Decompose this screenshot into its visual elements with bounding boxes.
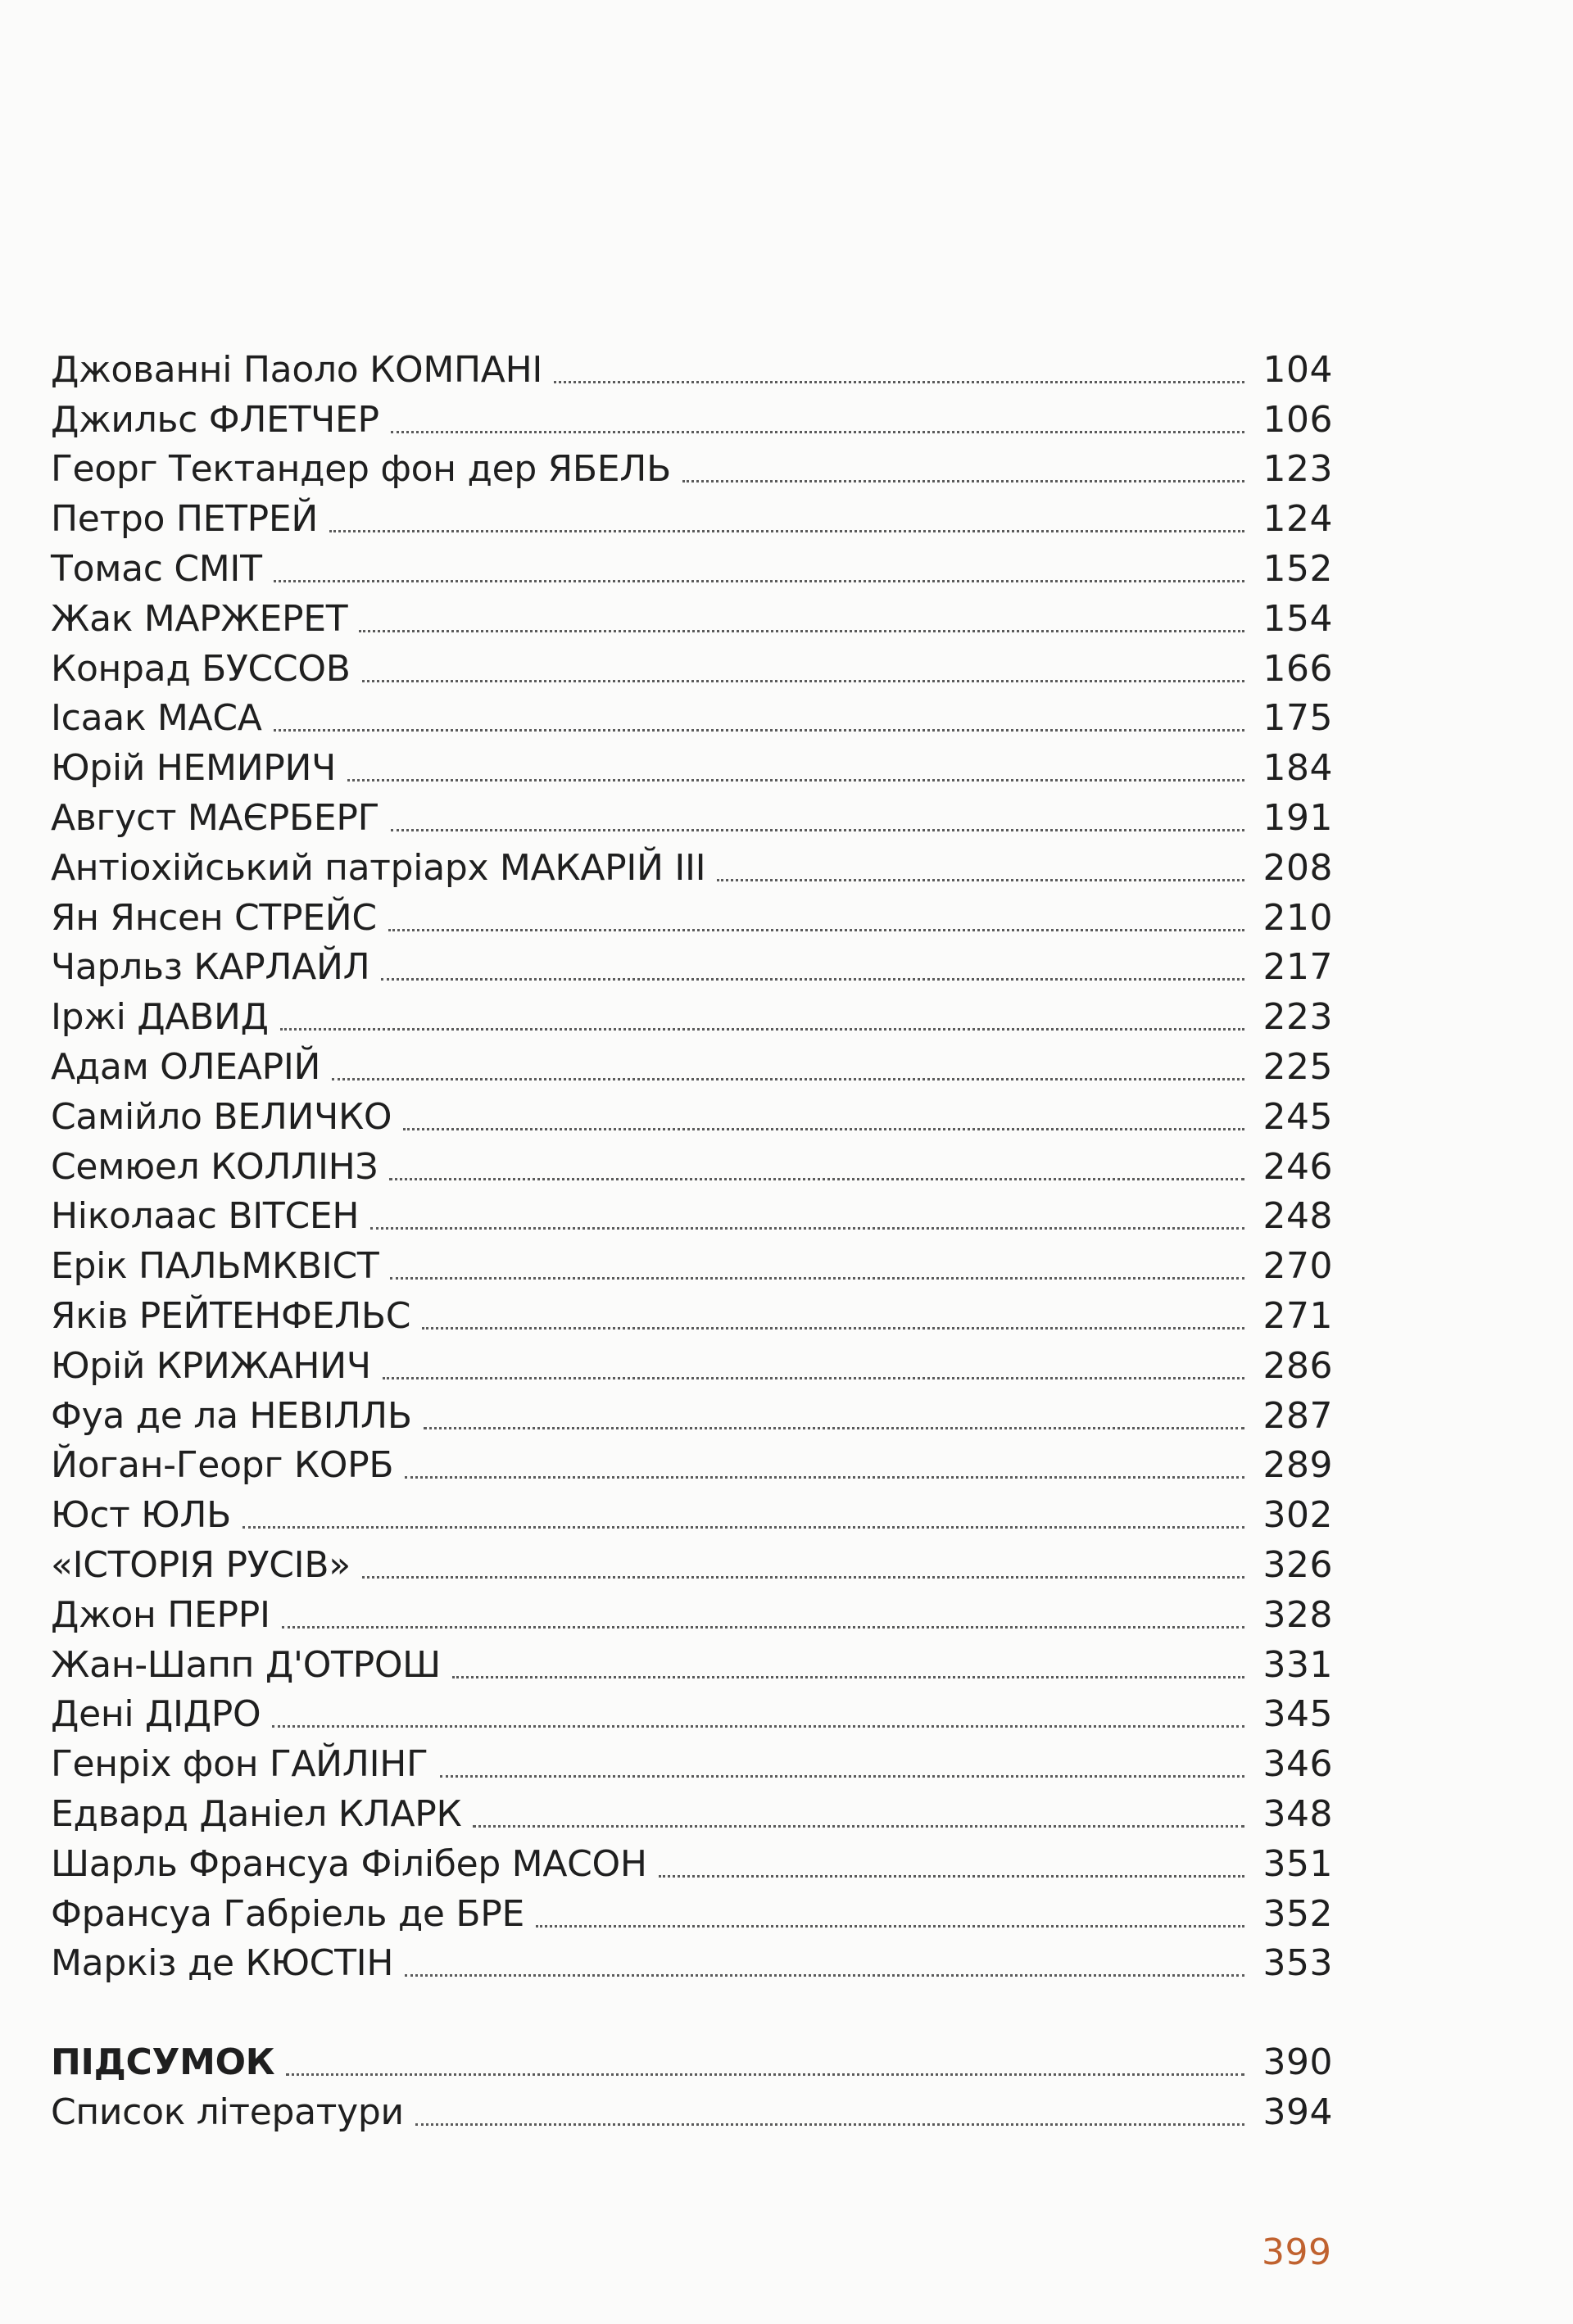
toc-entry-page: 302 [1262,1494,1333,1537]
toc-entry-bibliography[interactable] [51,2081,1333,2131]
dot-leader [390,1276,1244,1280]
toc-entry-page: 331 [1262,1643,1333,1686]
toc-entry-title: Юст ЮЛЬ [51,1494,231,1537]
dot-leader [391,828,1244,831]
toc-entry-title: ПІДСУМОК [51,2041,275,2084]
toc-entry[interactable] [51,637,1333,690]
toc-entry[interactable] [51,1384,1333,1437]
toc-entry-page: 289 [1262,1444,1333,1487]
toc-entry-page: 245 [1262,1095,1333,1138]
toc-entry-page: 345 [1262,1693,1333,1736]
dot-leader [362,679,1244,682]
toc-entry-title: Яків РЕЙТЕНФЕЛЬС [51,1294,411,1337]
toc-entry-title: Жан-Шапп Д'ОТРОШ [51,1643,441,1686]
toc-entry[interactable] [51,1683,1333,1736]
toc-entry[interactable] [51,1832,1333,1885]
toc-entry-page: 348 [1262,1792,1333,1835]
dot-leader [554,380,1244,383]
dot-leader [422,1326,1244,1330]
toc-entry[interactable] [51,687,1333,740]
toc-entry-title: Георг Тектандер фон дер ЯБЕЛЬ [51,448,671,491]
toc-entry-title: Джованні Паоло КОМПАНІ [51,348,543,391]
dot-leader [274,728,1244,732]
toc-entries [51,338,1333,1985]
toc-entry-page: 271 [1262,1294,1333,1337]
toc-entry-page: 352 [1262,1892,1333,1935]
dot-leader [415,2122,1244,2126]
toc-entry-title: Жак МАРЖЕРЕТ [51,597,348,640]
toc-entry-title: «ІСТОРІЯ РУСІВ» [51,1543,351,1586]
toc-entry-page: 353 [1262,1942,1333,1985]
toc-entry-title: Генріх фон ГАЙЛІНГ [51,1743,428,1786]
dot-leader [280,1027,1244,1031]
toc-entry-title: Джильс ФЛЕТЧЕР [51,398,379,441]
toc-entry-title: Антіохійський патріарх МАКАРІЙ ІІІ [51,846,706,889]
toc-entry[interactable] [51,1733,1333,1786]
toc-entry-page: 123 [1262,448,1333,491]
toc-entry-page: 106 [1262,398,1333,441]
toc-entry-page: 152 [1262,547,1333,590]
toc-entry-page: 390 [1262,2041,1333,2084]
toc-entry-title: Юрій НЕМИРИЧ [51,747,337,790]
dot-leader [405,1973,1244,1977]
toc-entry[interactable] [51,587,1333,640]
toc-entry-page: 286 [1262,1344,1333,1387]
dot-leader [717,878,1244,881]
toc-entry[interactable] [51,1135,1333,1188]
toc-entry-title: Юрій КРИЖАНИЧ [51,1344,371,1387]
dot-leader [403,1127,1244,1130]
dot-leader [347,778,1244,781]
toc-entry-page: 328 [1262,1593,1333,1636]
dot-leader [440,1774,1244,1778]
toc-entry[interactable] [51,1085,1333,1138]
toc-entry-title: Петро ПЕТРЕЙ [51,498,319,541]
toc-entry-title: Едвард Даніел КЛАРК [51,1792,462,1835]
page-number: 399 [1262,2231,1332,2273]
dot-leader [282,1625,1244,1629]
toc-entry[interactable] [51,836,1333,889]
dot-leader [370,1226,1244,1230]
dot-leader [383,1376,1244,1379]
dot-leader [682,479,1244,482]
toc-entry-page: 191 [1262,796,1333,839]
toc-entry-page: 246 [1262,1145,1333,1188]
toc-entry-title: Ерік ПАЛЬМКВІСТ [51,1245,379,1288]
dot-leader [332,1077,1244,1080]
toc-entry-page: 248 [1262,1195,1333,1238]
toc-entry[interactable] [51,388,1333,441]
toc-entry[interactable] [51,1234,1333,1288]
toc-entry-page: 208 [1262,846,1333,889]
toc-entry-title: Дені ДІДРО [51,1693,261,1736]
toc-entry-page: 351 [1262,1842,1333,1885]
toc-entry-page: 166 [1262,647,1333,690]
toc-entry[interactable] [51,936,1333,989]
dot-leader [388,928,1244,931]
toc-entry-title: Ісаак МАСА [51,697,262,740]
toc-entry[interactable] [51,736,1333,790]
toc-entry-page: 124 [1262,498,1333,541]
dot-leader [381,977,1244,981]
toc-entry[interactable] [51,1484,1333,1537]
dot-leader [391,430,1244,433]
toc-entry[interactable] [51,1284,1333,1337]
toc-entry[interactable] [51,537,1333,590]
dot-leader [389,1177,1244,1180]
toc-entry-title: Самійло ВЕЛИЧКО [51,1095,392,1138]
dot-leader [272,1724,1244,1728]
toc-entry-page: 210 [1262,896,1333,939]
toc-entry[interactable] [51,786,1333,839]
toc-entry[interactable] [51,1334,1333,1387]
toc-entry-title: Іржі ДАВИД [51,996,269,1039]
toc-entry-page: 270 [1262,1245,1333,1288]
toc-entry-page: 184 [1262,747,1333,790]
toc-entry[interactable] [51,1185,1333,1238]
toc-entry-page: 175 [1262,697,1333,740]
toc-entry[interactable] [51,1583,1333,1636]
toc-entry-summary[interactable] [51,2031,1333,2084]
toc-entry[interactable] [51,1434,1333,1487]
toc-entry[interactable] [51,1932,1333,1985]
toc-entry[interactable] [51,1783,1333,1835]
dot-leader [659,1874,1244,1878]
toc-entry-page: 225 [1262,1045,1333,1088]
toc-entry-title: Чарльз КАРЛАЙЛ [51,946,370,989]
toc-entry[interactable] [51,1035,1333,1088]
toc-entry-title: Шарль Франсуа Філібер МАСОН [51,1842,647,1885]
toc-entry-page: 394 [1262,2091,1333,2133]
toc-entry[interactable] [51,338,1333,391]
toc-entry[interactable] [51,886,1333,939]
toc-entry-page: 346 [1262,1743,1333,1786]
toc-entry-title: Йоган-Георг КОРБ [51,1444,394,1487]
dot-leader [359,629,1244,632]
toc-entry-title: Томас СМІТ [51,547,262,590]
toc-entry-page: 217 [1262,946,1333,989]
dot-leader [362,1575,1244,1579]
toc-entry[interactable] [51,985,1333,1039]
toc-entry-page: 154 [1262,597,1333,640]
table-of-contents [51,338,1333,2131]
dot-leader [536,1924,1244,1928]
toc-gap [51,1982,1333,2031]
dot-leader [473,1824,1244,1828]
dot-leader [274,579,1244,582]
dot-leader [424,1426,1244,1429]
toc-entry-title: Ніколаас ВІТСЕН [51,1195,360,1238]
toc-entry-title: Список літератури [51,2091,404,2133]
toc-entry[interactable] [51,438,1333,491]
toc-entry-title: Ян Янсен СТРЕЙС [51,896,377,939]
toc-entry-page: 326 [1262,1543,1333,1586]
toc-entry[interactable] [51,1633,1333,1686]
toc-entry[interactable] [51,1533,1333,1586]
dot-leader [286,2073,1244,2076]
toc-entry[interactable] [51,1882,1333,1935]
toc-entry-title: Фуа де ла НЕВІЛЛЬ [51,1394,412,1437]
toc-entry-title: Адам ОЛЕАРІЙ [51,1045,321,1088]
toc-entry-title: Маркіз де КЮСТІН [51,1942,394,1985]
toc-entry-page: 223 [1262,996,1333,1039]
toc-entry-title: Джон ПЕРРІ [51,1593,270,1636]
toc-entry-title: Семюел КОЛЛІНЗ [51,1145,379,1188]
dot-leader [452,1675,1244,1678]
toc-entry[interactable] [51,487,1333,541]
toc-entry-title: Конрад БУССОВ [51,647,351,690]
toc-entry-page: 287 [1262,1394,1333,1437]
dot-leader [405,1475,1244,1479]
toc-entry-page: 104 [1262,348,1333,391]
dot-leader [243,1525,1244,1529]
toc-entry-title: Август МАЄРБЕРГ [51,796,380,839]
dot-leader [329,529,1244,532]
toc-entry-title: Франсуа Габріель де БРЕ [51,1892,525,1935]
